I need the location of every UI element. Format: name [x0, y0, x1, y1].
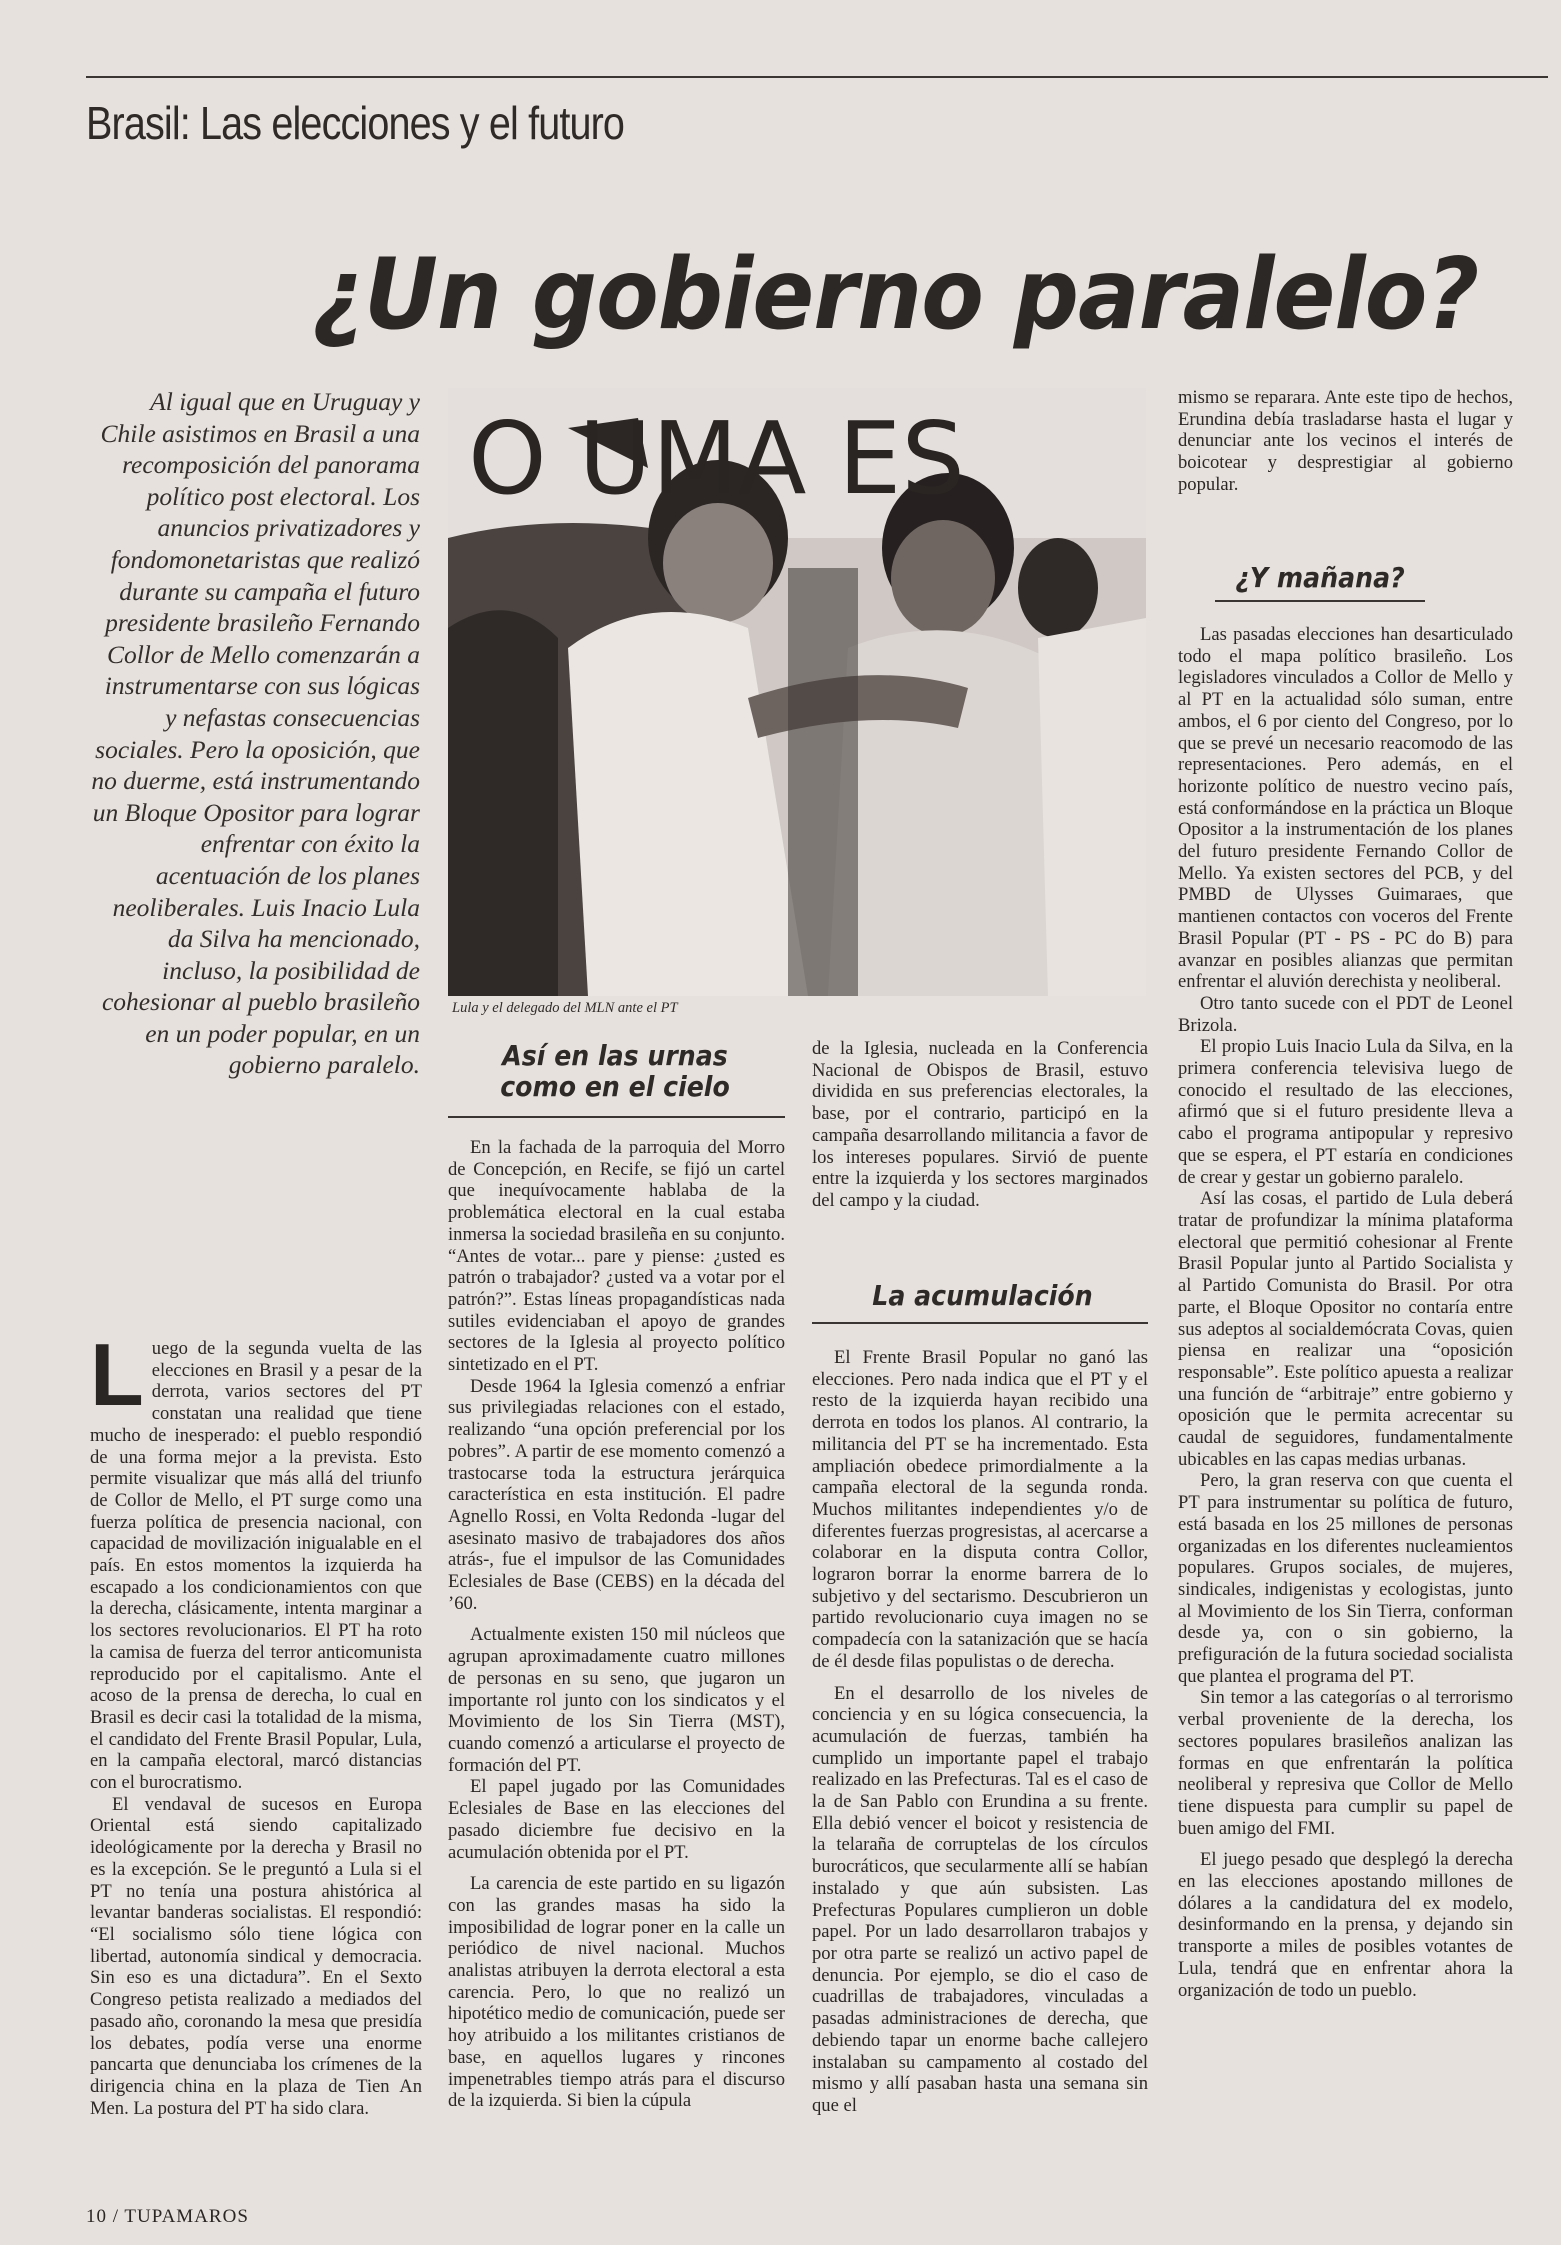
- subhead-acumulacion: La acumulación: [872, 1279, 1093, 1312]
- col2-paragraph-1: En la fachada de la parroquia del Morro de Concepción, en Recife, se fijó un cartel que inequívocamente hablaba de la problemática electoral en la cual estaba inmersa la sociedad brasileña en su conjunto. “Antes de votar... pare y piense: ¿usted es patrón o trabajador? ¿usted va a votar por el patrón?”. Estas líneas propagandísticas nada sutiles evidenciaban el apoyo de grandes sectores de la Iglesia al proyecto político sintetizado en el PT.: [448, 1137, 785, 1376]
- column-3a: [812, 1038, 1148, 1212]
- subhead-urnas: Así en las urnas como en el cielo: [500, 1039, 730, 1103]
- col2-paragraph-5: La carencia de este partido en su ligazón con las grandes masas ha sido la imposibilidad de lograr poner en la calle un periódico de nivel nacional. Muchos analistas atribuyen la derrota electoral a esta carencia. Pero, lo que no realizó un hipotético medio de comunicación, puede ser hoy atribuido a los militantes cristianos de base, en aquellos lugares y rincones impenetrables tiempo atrás para el discurso de la izquierda. Si bien la cúpula: [448, 1873, 785, 2112]
- col2-paragraph-4: El papel jugado por las Comunidades Eclesiales de Base en las elecciones del pasado diciembre fue decisivo en la acumulación obtenida por el PT.: [448, 1776, 785, 1863]
- col4-paragraph-5: Así las cosas, el partido de Lula deberá tratar de profundizar la mínima plataforma electoral que permitió cohesionar al Frente Brasil Popular junto al Partido Socialista y al Partido Comunista do Brasil. Por otra parte, el Bloque Opositor no contaría entre sus adeptos al socialdemócrata Covas, quien piensa en realizar una “oposición responsable”. Este político apuesta a realizar una función de “arbitraje” entre gobierno y oposición que le permita acrecentar su caudal de seguidores, fundamentalmente ubicables en las capas medias urbanas.: [1178, 1188, 1513, 1470]
- col4-paragraph-6: Pero, la gran reserva con que cuenta el PT para instrumentar su política de futuro, está basada en los 25 millones de personas organizadas en los diferentes nucleamientos populares. Grupos sociales, de mujeres, sindicales, indigenistas y ecologistas, junto al Movimiento de los Sin Tierra, conforman desde ya, con o sin gobierno, la prefiguración de la futura sociedad socialista que plantea el programa del PT.: [1178, 1470, 1513, 1687]
- col2-paragraph-2: Desde 1964 la Iglesia comenzó a enfriar sus privilegiadas relaciones con el estado, realizando “una opción preferencial por los pobres”. A partir de ese momento comenzó a trastocarse toda la estructura jerárquica característica en esta institución. El padre Agnello Rossi, en Volta Redonda -lugar del asesinato masivo de trabajadores dos años atrás-, fue el impulsor de las Comunidades Eclesiales de Base (CEBS) en la década del ’60.: [448, 1375, 785, 1614]
- drop-cap: L: [90, 1325, 144, 1424]
- col4-paragraph-1: mismo se reparara. Ante este tipo de hechos, Erundina debía trasladarse hasta el lugar y denunciar ante los vecinos el interés de boicotear y desprestigiar al gobierno popular.: [1178, 387, 1513, 495]
- col3-paragraph-2: El Frente Brasil Popular no ganó las elecciones. Pero nada indica que el PT y el resto de la izquierda hayan recibido una derrota en todos los planos. Al contrario, la militancia del PT se ha incrementado. Esta ampliación obedece primordialmente a la campaña electoral de la segunda ronda. Muchos militantes independientes y/o de diferentes fuerzas progresistas, al acercarse a colaborar en la disputa contra Collor, lograron borrar la enorme barrera de lo subjetivo y del sectarismo. Descubrieron un partido revolucionario cuya imagen no se compadecía con la satanización que se hacía de él desde filas populistas o de derecha.: [812, 1347, 1148, 1672]
- col4-paragraph-3: Otro tanto sucede con el PDT de Leonel Brizola.: [1178, 992, 1513, 1036]
- photo-caption: Lula y el delegado del MLN ante el PT: [452, 1000, 678, 1016]
- subhead-rule: [1215, 600, 1425, 602]
- col1-paragraph-2: El vendaval de sucesos en Europa Oriental está siendo capitalizado ideológicamente por la derecha y Brasil no es la excepción. Se le preguntó a Lula si el PT no tenía una postura ahistórica al levantar banderas socialistas. El respondió: “El socialismo sólo tiene lógica con libertad, autonomía sindical y democracia. Sin eso es una dictadura”. En el Sexto Congreso petista realizado a mediados del pasado año, coronando la mesa que presidía los debates, podía verse una enorme pancarta que denunciaba los crímenes de la dirigencia china en la plaza de Tien An Men. La postura del PT ha sido clara.: [90, 1793, 422, 2119]
- photo-illustration: [448, 388, 1146, 996]
- col4-paragraph-7: Sin temor a las categorías o al terrorismo verbal proveniente de la derecha, los sectores populares brasileños analizan las formas en que enfrentarán la política neoliberal y represiva que Collor de Mello tiene dispuesta para cumplir su papel de buen amigo del FMI.: [1178, 1687, 1513, 1839]
- column-1: [90, 1325, 422, 2119]
- column-2: [448, 1137, 785, 2112]
- col1-paragraph-1: uego de la segunda vuelta de las elecciones en Brasil y a pesar de la derrota, varios sectores del PT constatan una realidad que tiene mucho de inesperado: el pueblo respondió de una forma mejor a la prevista. Esto permite visualizar que más allá del triunfo de Collor de Mello, el PT surge como una fuerza política de presencia nacional, con capacidad de movilización inigualable en el país. En estos momentos la izquierda ha escapado a los condicionamientos con que la derecha, clásicamente, intenta marginar a los sectores revolucionarios. El PT ha roto la camisa de fuerza del terror anticomunista reproducido por el capitalismo. Ante el acoso de la prensa de derecha, lo cual en Brasil es decir casi la totalidad de la misma, el candidato del Frente Brasil Popular, Lula, en la campaña electoral, marcó distancias con el burocratismo.: [90, 1338, 422, 1794]
- col3-paragraph-1: de la Iglesia, nucleada en la Conferencia Nacional de Obispos de Brasil, estuvo dividida en sus preferencias electorales, la base, por el contrario, participó en la campaña desarrollando militancia a favor de los intereses populares. Sirvió de puente entre la izquierda y los sectores marginados del campo y la ciudad.: [812, 1038, 1148, 1211]
- page-footer: 10 / TUPAMAROS: [86, 2206, 249, 2227]
- top-rule: [86, 76, 1548, 78]
- intro-lead: Al igual que en Uruguay y Chile asistimos en Brasil a una recomposición del panorama político post electoral. Los anuncios privatizadores y fondomonetaristas que realizó durante su campaña el futuro presidente brasileño Fernando Collor de Mello comenzarán a instrumentarse con sus lógicas y nefastas consecuencias sociales. Pero la oposición, que no duerme, está instrumentando un Bloque Opositor para lograr enfrentar con éxito la acentuación de los planes neoliberales. Luis Inacio Lula da Silva ha mencionado, incluso, la posibilidad de cohesionar al pueblo brasileño en un poder popular, en un gobierno paralelo.: [91, 387, 420, 1080]
- col2-paragraph-3: Actualmente existen 150 mil núcleos que agrupan aproximadamente cuatro millones de personas en su seno, que jugaron un importante rol junto con los sindicatos y el Movimiento de los Sin Tierra (MST), cuando comenzó a articularse el proyecto de formación del PT.: [448, 1624, 785, 1776]
- subhead-rule: [812, 1322, 1148, 1324]
- subhead-rule: [448, 1116, 785, 1118]
- section-kicker: Brasil: Las elecciones y el futuro: [86, 97, 625, 149]
- column-4a: [1178, 387, 1513, 496]
- col4-paragraph-2: Las pasadas elecciones han desarticulado todo el mapa político brasileño. Los legisladores vinculados a Collor de Mello y al PT en la actualidad sólo suman, entre ambos, el 6 por ciento del Congreso, por lo que se prevé un necesario reacomodo de las representaciones. Pero además, en el horizonte político de nuestro vecino país, está conformándose en la práctica un Bloque Opositor a la instrumentación de los planes del futuro presidente Fernando Collor de Mello. Ya existen sectores del PCB, y del PMBD de Ulysses Guimaraes, que mantienen contactos con voceros del Frente Brasil Popular (PT - PS - PC do B) para avanzar en posibles alianzas que permitan enfrentar el aluvión derechista y neoliberal.: [1178, 624, 1513, 993]
- article-headline: ¿Un gobierno paralelo?: [312, 238, 1479, 352]
- col4-paragraph-4: El propio Luis Inacio Lula da Silva, en la primera conferencia televisiva luego de conocido el resultado de las elecciones, afirmó que si el futuro presidente lleva a cabo el programa antipopular y represivo que se espera, el PT estaría en condiciones de crear y gestar un gobierno paralelo.: [1178, 1036, 1513, 1188]
- column-4b: [1178, 624, 1513, 2001]
- photo-banner-text: O UMA ES: [468, 400, 965, 517]
- col4-paragraph-8: El juego pesado que desplegó la derecha en las elecciones apostando millones de dólares a la candidatura del ex modelo, desinformando en la prensa, y dejando sin transporte a miles de posibles votantes de Lula, tendrá que en enfrentar ahora la organización de todo un pueblo.: [1178, 1849, 1513, 2001]
- subhead-manana: ¿Y mañana?: [1235, 561, 1405, 594]
- col3-paragraph-3: En el desarrollo de los niveles de conciencia y en su lógica consecuencia, la acumulación de fuerzas, también ha cumplido un importante papel el trabajo realizado en las Prefecturas. Tal es el caso de la de San Pablo con Erundina a su frente. Ella debió vencer el boicot y resistencia de la telaraña de corruptelas de los círculos burocráticos, que secularmente allí se habían instalado y que aún subsisten. Las Prefecturas Populares cumplieron un doble papel. Por un lado desarrollaron trabajos y por otra parte se realizó un activo papel de denuncia. Por ejemplo, se dio el caso de cuadrillas de trabajadores, vinculadas a pasadas administraciones de derecha, que debiendo tapar un enorme bache callejero instalaban su campamento al costado del mismo y allí pasaban hasta una semana sin que el: [812, 1682, 1148, 2116]
- column-3b: [812, 1347, 1148, 2117]
- article-photo: [448, 388, 1146, 996]
